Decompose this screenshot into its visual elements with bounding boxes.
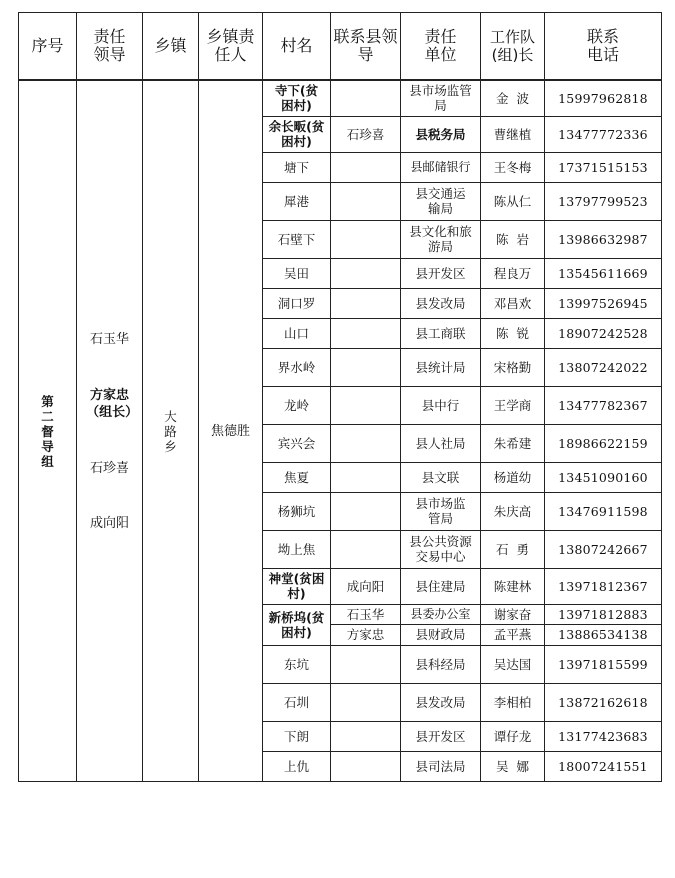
county-leader-cell (331, 220, 401, 258)
team-leader-cell: 邓昌欢 (481, 288, 545, 318)
phone-cell: 13971812883 (545, 604, 662, 624)
village-cell: 吴田 (263, 258, 331, 288)
unit-cell: 县市场监管局 (401, 492, 481, 530)
phone-cell: 13997526945 (545, 288, 662, 318)
unit-cell: 县工商联 (401, 318, 481, 348)
group-name-cell (19, 80, 77, 782)
unit-cell: 县住建局 (401, 568, 481, 604)
unit-cell: 县委办公室 (401, 604, 481, 624)
table-row (19, 80, 662, 116)
phone-cell: 13807242022 (545, 348, 662, 386)
team-leader-cell: 王学商 (481, 386, 545, 424)
header-village: 村名 (263, 13, 331, 81)
county-leader-cell (331, 386, 401, 424)
header-seq: 序号 (19, 13, 77, 81)
phone-cell: 17371515153 (545, 152, 662, 182)
phone-cell: 13971812367 (545, 568, 662, 604)
phone-cell: 15997962818 (545, 80, 662, 116)
county-leader-cell (331, 182, 401, 220)
town-cell (143, 80, 199, 782)
county-leader-cell (331, 645, 401, 683)
village-cell: 新桥坞(贫困村) (263, 604, 331, 645)
header-county-leader: 联系县领导 (331, 13, 401, 81)
phone-cell: 13807242667 (545, 530, 662, 568)
unit-cell: 县邮储银行 (401, 152, 481, 182)
group-name: 第二督导组 (41, 393, 54, 469)
team-leader-cell: 曹继植 (481, 116, 545, 152)
village-cell: 余长畈(贫困村) (263, 116, 331, 152)
phone-cell: 13886534138 (545, 624, 662, 645)
village-cell: 洞口罗 (263, 288, 331, 318)
county-leader-cell (331, 462, 401, 492)
team-leader-cell: 谭仔龙 (481, 721, 545, 751)
unit-cell: 县文化和旅游局 (401, 220, 481, 258)
phone-cell: 13986632987 (545, 220, 662, 258)
header-phone: 联系电话 (545, 13, 662, 81)
county-leader-cell (331, 152, 401, 182)
village-cell: 龙岭 (263, 386, 331, 424)
village-cell: 塘下 (263, 152, 331, 182)
county-leader-cell: 石玉华 (331, 604, 401, 624)
unit-cell: 县司法局 (401, 751, 481, 781)
header-unit: 责任单位 (401, 13, 481, 81)
phone-cell: 13451090160 (545, 462, 662, 492)
group-leader: 石珍喜 (89, 460, 129, 476)
county-leader-cell (331, 80, 401, 116)
county-leader-cell: 方家忠 (331, 624, 401, 645)
team-leader-cell: 吴 娜 (481, 751, 545, 781)
unit-cell: 县市场监管局 (401, 80, 481, 116)
unit-cell: 县科经局 (401, 645, 481, 683)
county-leader-cell (331, 683, 401, 721)
phone-cell: 13797799523 (545, 182, 662, 220)
village-cell: 焦夏 (263, 462, 331, 492)
unit-cell: 县统计局 (401, 348, 481, 386)
village-cell: 东坑 (263, 645, 331, 683)
county-leader-cell (331, 751, 401, 781)
county-leader-cell (331, 348, 401, 386)
town-person: 焦德胜 (210, 423, 250, 439)
village-cell: 界水岭 (263, 348, 331, 386)
group-leader: 石玉华 (89, 331, 129, 347)
team-leader-cell: 石 勇 (481, 530, 545, 568)
unit-cell: 县财政局 (401, 624, 481, 645)
team-leader-cell: 朱希建 (481, 424, 545, 462)
phone-cell: 13177423683 (545, 721, 662, 751)
team-leader-cell: 金 波 (481, 80, 545, 116)
group-leaders-cell (77, 80, 143, 782)
phone-cell: 13477772336 (545, 116, 662, 152)
unit-cell: 县文联 (401, 462, 481, 492)
phone-cell: 13872162618 (545, 683, 662, 721)
village-cell: 寺下(贫困村) (263, 80, 331, 116)
county-leader-cell (331, 721, 401, 751)
header-leader: 责任领导 (77, 13, 143, 81)
county-leader-cell: 石珍喜 (331, 116, 401, 152)
unit-cell: 县发改局 (401, 683, 481, 721)
team-leader-cell: 宋格勤 (481, 348, 545, 386)
team-leader-cell: 孟平燕 (481, 624, 545, 645)
village-cell: 神堂(贫困村) (263, 568, 331, 604)
team-leader-cell: 朱庆高 (481, 492, 545, 530)
county-leader-cell (331, 424, 401, 462)
team-leader-cell: 陈 锐 (481, 318, 545, 348)
header-team-leader: 工作队(组)长 (481, 13, 545, 81)
phone-cell: 13971815599 (545, 645, 662, 683)
village-cell: 杨狮坑 (263, 492, 331, 530)
village-cell: 犀港 (263, 182, 331, 220)
unit-cell: 县开发区 (401, 721, 481, 751)
header-town: 乡镇 (143, 13, 199, 81)
village-cell: 石圳 (263, 683, 331, 721)
team-leader-cell: 李相柏 (481, 683, 545, 721)
unit-cell: 县税务局 (401, 116, 481, 152)
phone-cell: 13545611669 (545, 258, 662, 288)
county-leader-cell (331, 258, 401, 288)
phone-cell: 18907242528 (545, 318, 662, 348)
town-person-cell (199, 80, 263, 782)
county-leader-cell: 成向阳 (331, 568, 401, 604)
county-leader-cell (331, 318, 401, 348)
county-leader-cell (331, 288, 401, 318)
village-cell: 宾兴会 (263, 424, 331, 462)
village-cell: 坳上焦 (263, 530, 331, 568)
team-leader-cell: 谢家奋 (481, 604, 545, 624)
group-leader-chief: 方家忠（组长） (86, 387, 139, 420)
team-leader-cell: 杨道幼 (481, 462, 545, 492)
team-leader-cell: 陈从仁 (481, 182, 545, 220)
county-leader-cell (331, 530, 401, 568)
unit-cell: 县公共资源交易中心 (401, 530, 481, 568)
team-leader-cell: 程良万 (481, 258, 545, 288)
village-cell: 石壁下 (263, 220, 331, 258)
team-leader-cell: 陈建林 (481, 568, 545, 604)
phone-cell: 18007241551 (545, 751, 662, 781)
team-leader-cell: 陈 岩 (481, 220, 545, 258)
phone-cell: 13476911598 (545, 492, 662, 530)
phone-cell: 13477782367 (545, 386, 662, 424)
village-cell: 上仇 (263, 751, 331, 781)
group-leader: 成向阳 (89, 515, 129, 531)
unit-cell: 县交通运输局 (401, 182, 481, 220)
town-name: 大路乡 (164, 408, 177, 454)
unit-cell: 县中行 (401, 386, 481, 424)
team-leader-cell: 王冬梅 (481, 152, 545, 182)
village-cell: 山口 (263, 318, 331, 348)
header-town-person: 乡镇责任人 (199, 13, 263, 81)
unit-cell: 县发改局 (401, 288, 481, 318)
team-leader-cell: 吴达国 (481, 645, 545, 683)
phone-cell: 18986622159 (545, 424, 662, 462)
village-cell: 下朗 (263, 721, 331, 751)
supervision-table (18, 12, 662, 782)
unit-cell: 县开发区 (401, 258, 481, 288)
unit-cell: 县人社局 (401, 424, 481, 462)
county-leader-cell (331, 492, 401, 530)
